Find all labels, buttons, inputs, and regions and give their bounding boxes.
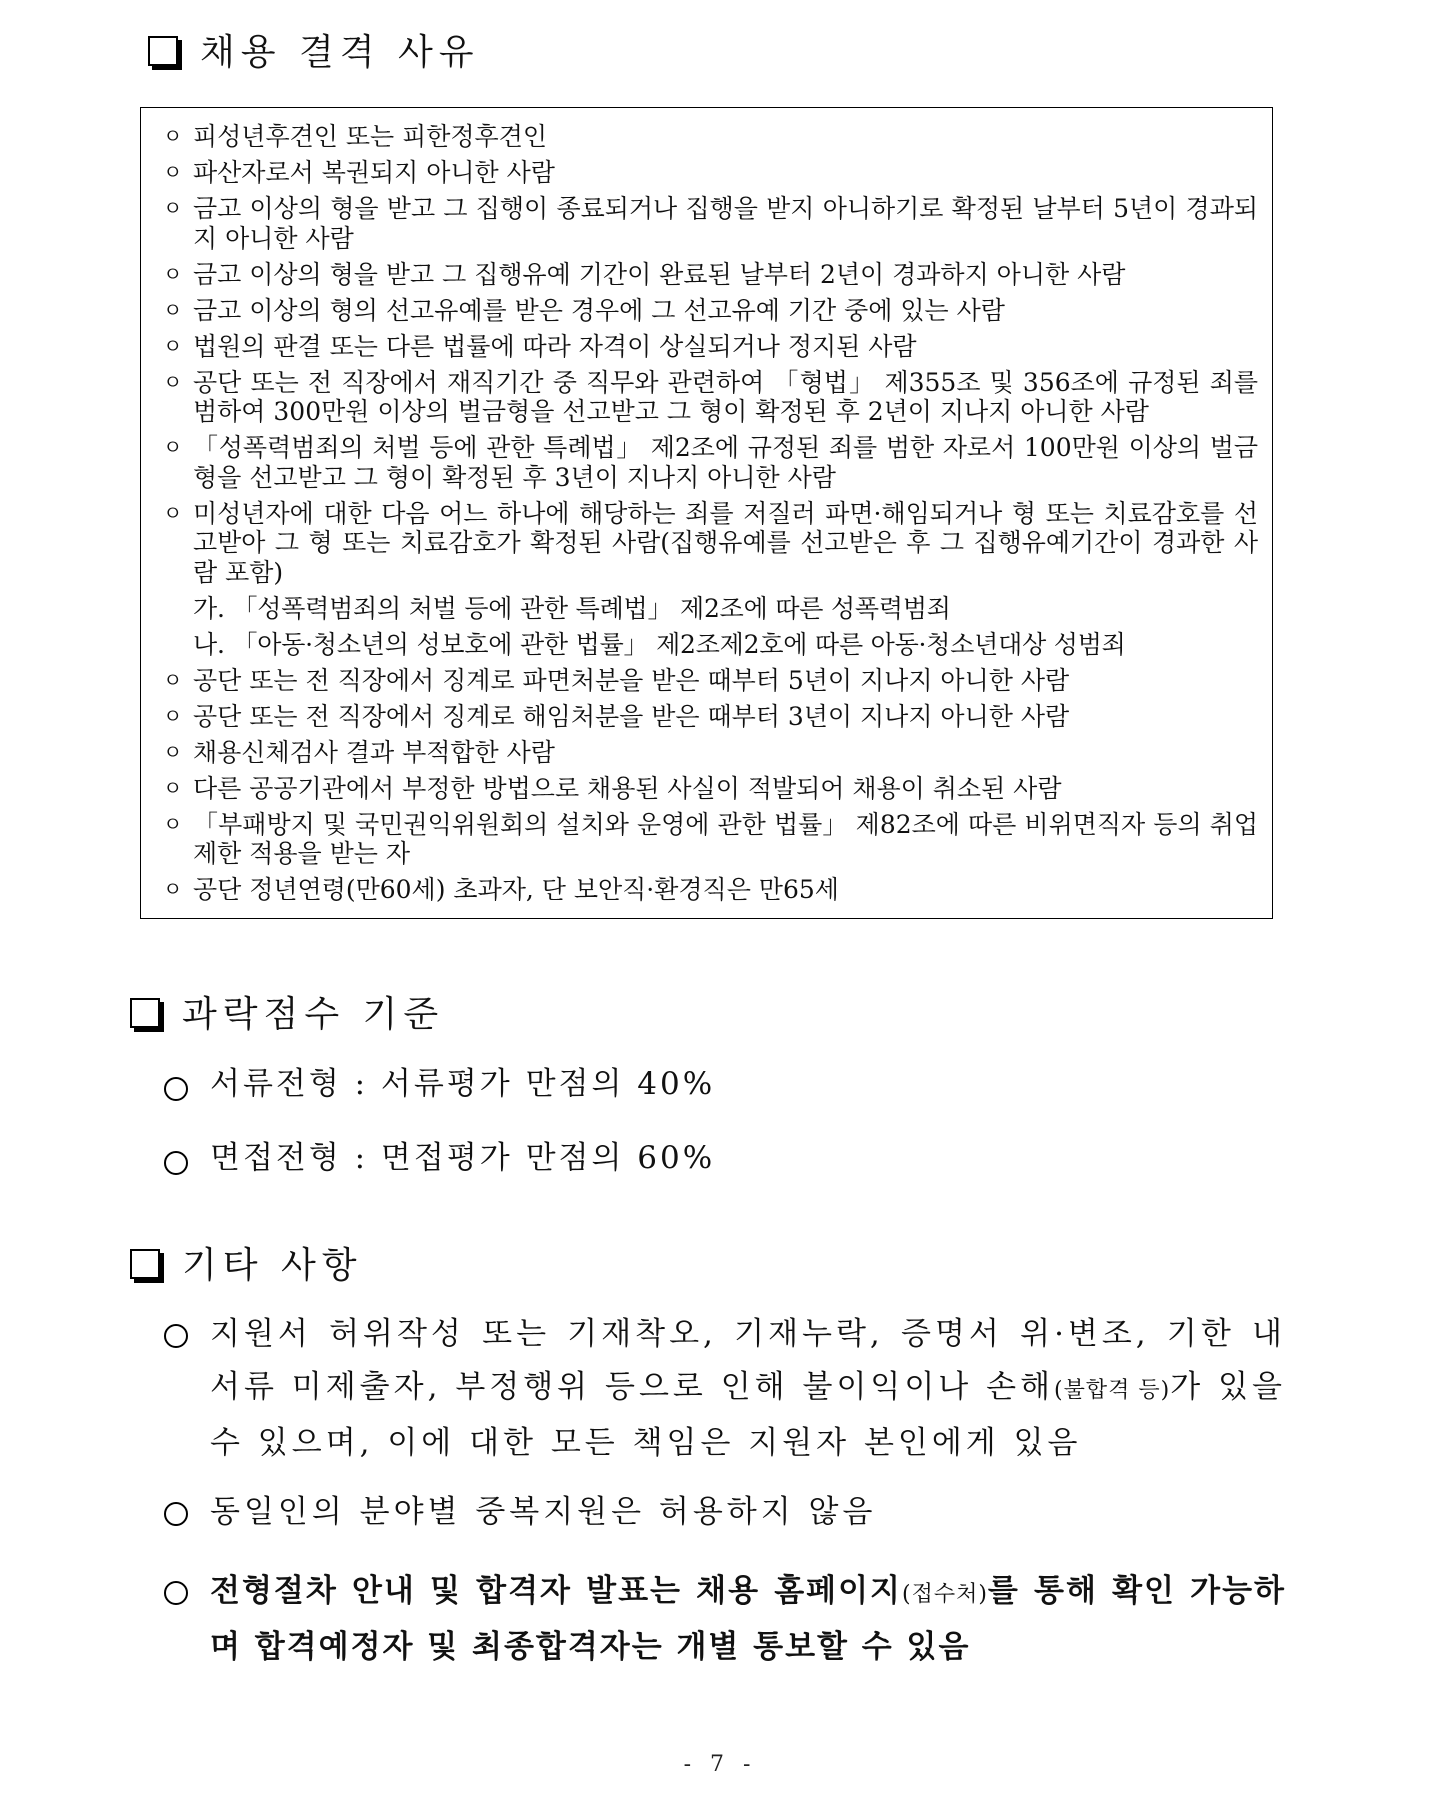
hollow-circle-bullet-icon bbox=[164, 1077, 188, 1101]
list-item: 동일인의 분야별 중복지원은 허용하지 않음 bbox=[164, 1486, 1286, 1539]
circle-bullet-icon: ㅇ bbox=[163, 811, 183, 836]
checkbox-square-icon bbox=[148, 36, 178, 66]
cutoff-list bbox=[164, 1064, 1286, 1212]
section-heading-cutoff bbox=[130, 986, 444, 1037]
section-title: 채용 결격 사유 bbox=[200, 32, 480, 73]
checkbox-square-icon bbox=[130, 1249, 160, 1279]
circle-bullet-icon: ㅇ bbox=[163, 435, 183, 459]
circle-bullet-icon: ㅇ bbox=[163, 703, 183, 728]
circle-bullet-icon: ㅇ bbox=[163, 124, 183, 148]
circle-bullet-icon: ㅇ bbox=[163, 775, 183, 800]
section-title: 과락점수 기준 bbox=[182, 994, 445, 1035]
list-subitem: 나. 「아동·청소년의 성보호에 관한 법률」 제2조제2호에 따른 아동·청소년대상 성범죄 bbox=[193, 629, 1126, 659]
hollow-circle-bullet-icon bbox=[164, 1502, 188, 1526]
circle-bullet-icon: ㅇ bbox=[163, 333, 183, 358]
checkbox-square-icon bbox=[130, 998, 160, 1028]
circle-bullet-icon: ㅇ bbox=[163, 877, 183, 901]
list-item: ㅇ 다른 공공기관에서 부정한 방법으로 채용된 사실이 적발되어 채용이 취소된 사람 bbox=[163, 773, 1062, 803]
hollow-circle-bullet-icon bbox=[164, 1151, 188, 1175]
list-item: 서류전형 : 서류평가 만점의 40% bbox=[164, 1064, 1286, 1104]
hollow-circle-bullet-icon bbox=[164, 1581, 188, 1605]
list-item: ㅇ 공단 또는 전 직장에서 재직기간 중 직무와 관련하여 「형법」 제355조 및 356조에 규정된 죄를 범하여 300만원 이상의 벌금형을 선고받고 그 형이 확정된 후 2년이 지나지 아니한 사람 bbox=[163, 367, 1258, 426]
circle-bullet-icon: ㅇ bbox=[163, 196, 183, 220]
list-item: ㅇ 피성년후견인 또는 피한정후견인 bbox=[163, 122, 547, 151]
circle-bullet-icon: ㅇ bbox=[163, 261, 183, 286]
hollow-circle-bullet-icon bbox=[164, 1324, 188, 1348]
circle-bullet-icon: ㅇ bbox=[163, 369, 183, 394]
list-subitem: 가. 「성폭력범죄의 처벌 등에 관한 특례법」 제2조에 따른 성폭력범죄 bbox=[193, 593, 951, 623]
list-item: ㅇ 채용신체검사 결과 부적합한 사람 bbox=[163, 737, 555, 767]
list-item: ㅇ 공단 또는 전 직장에서 징계로 해임처분을 받은 때부터 3년이 지나지 아니한 사람 bbox=[163, 701, 1070, 731]
list-item: ㅇ 「성폭력범죄의 처벌 등에 관한 특례법」 제2조에 규정된 죄를 범한 자로서 100만원 이상의 벌금형을 선고받고 그 형이 확정된 후 3년이 지나지 아니한 사람 bbox=[163, 433, 1258, 492]
list-item: 지원서 허위작성 또는 기재착오, 기재누락, 증명서 위·변조, 기한 내 서류 미제출자, 부정행위 등으로 인해 불이익이나 손해(불합격 등)가 있을 수 있으며, 이에 대한 모든 책임은 지원자 본인에게 있음 bbox=[164, 1308, 1286, 1470]
page-number: - 7 - bbox=[683, 1752, 757, 1777]
list-item: ㅇ 금고 이상의 형을 받고 그 집행유예 기간이 완료된 날부터 2년이 경과하지 아니한 사람 bbox=[163, 259, 1126, 289]
etc-list bbox=[164, 1308, 1286, 1674]
disqualification-box bbox=[140, 107, 1273, 919]
section-heading-etc bbox=[130, 1237, 363, 1288]
list-item: ㅇ 「부패방지 및 국민권익위원회의 설치와 운영에 관한 법률」 제82조에 따른 비위면직자 등의 취업제한 적용을 받는 자 bbox=[163, 809, 1258, 868]
list-item: 면접전형 : 면접평가 만점의 60% bbox=[164, 1138, 1286, 1178]
list-item: ㅇ 법원의 판결 또는 다른 법률에 따라 자격이 상실되거나 정지된 사람 bbox=[163, 331, 917, 361]
circle-bullet-icon: ㅇ bbox=[163, 739, 183, 764]
list-item: ㅇ 공단 또는 전 직장에서 징계로 파면처분을 받은 때부터 5년이 지나지 아니한 사람 bbox=[163, 665, 1070, 695]
circle-bullet-icon: ㅇ bbox=[163, 500, 183, 525]
list-item: ㅇ 공단 정년연령(만60세) 초과자, 단 보안직·환경직은 만65세 bbox=[163, 875, 839, 904]
list-item: ㅇ 금고 이상의 형을 받고 그 집행이 종료되거나 집행을 받지 아니하기로 확정된 날부터 5년이 경과되지 아니한 사람 bbox=[163, 194, 1258, 253]
list-item: ㅇ 미성년자에 대한 다음 어느 하나에 해당하는 죄를 저질러 파면·해임되거나 형 또는 치료감호를 선고받아 그 형 또는 치료감호가 확정된 사람(집행유예를 선고받은 후 그 집행유예기간이 경과한 사람 포함) bbox=[163, 498, 1258, 587]
circle-bullet-icon: ㅇ bbox=[163, 160, 183, 184]
section-title: 기타 사항 bbox=[182, 1245, 363, 1286]
circle-bullet-icon: ㅇ bbox=[163, 297, 183, 322]
section-heading-disqualification bbox=[148, 24, 480, 75]
list-item: ㅇ 금고 이상의 형의 선고유예를 받은 경우에 그 선고유예 기간 중에 있는 사람 bbox=[163, 295, 1005, 325]
circle-bullet-icon: ㅇ bbox=[163, 667, 183, 692]
list-item-emphasized: 전형절차 안내 및 합격자 발표는 채용 홈페이지(접수처)를 통해 확인 가능하며 합격예정자 및 최종합격자는 개별 통보할 수 있음 bbox=[164, 1565, 1286, 1674]
list-item: ㅇ 파산자로서 복권되지 아니한 사람 bbox=[163, 158, 555, 187]
